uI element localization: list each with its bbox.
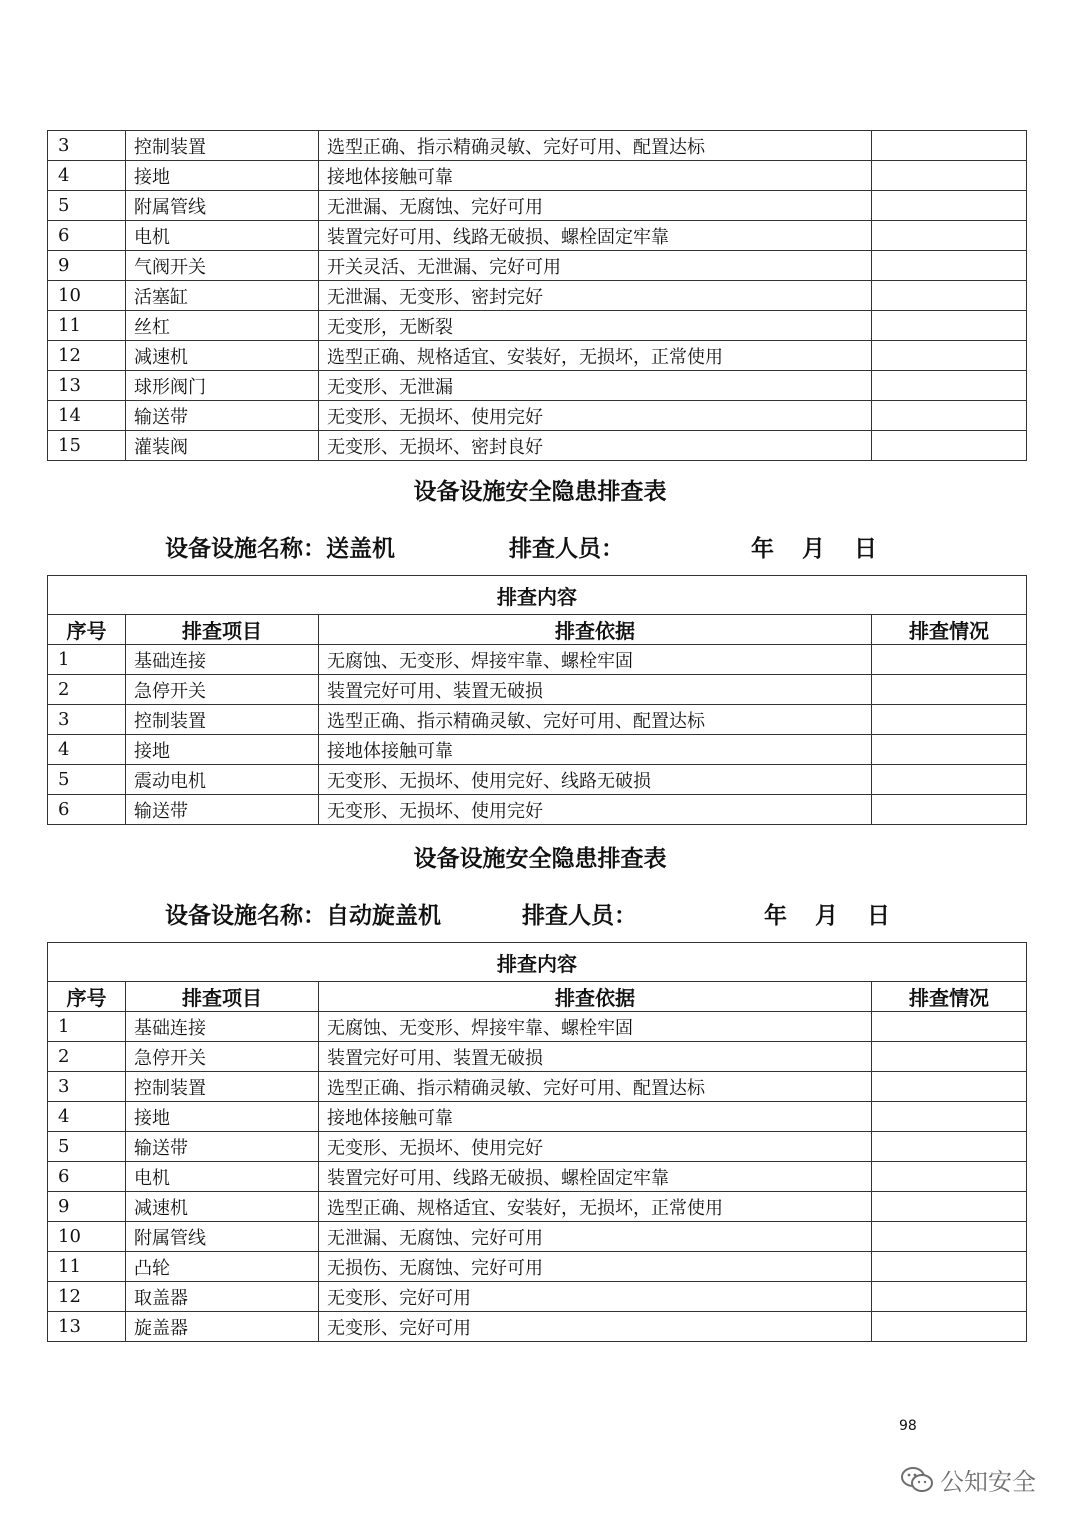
table-row: [48, 191, 1027, 221]
cell-basis: 选型正确、指示精确灵敏、完好可用、配置达标: [319, 131, 872, 161]
table-row: [48, 281, 1027, 311]
cell-no: 15: [48, 431, 126, 461]
table-row: [48, 645, 1027, 675]
cell-item: 电机: [126, 1162, 319, 1192]
cell-basis: 无变形、完好可用: [319, 1312, 872, 1342]
cell-basis: 选型正确、指示精确灵敏、完好可用、配置达标: [319, 1072, 872, 1102]
cell-item: 旋盖器: [126, 1312, 319, 1342]
cell-item: 急停开关: [126, 675, 319, 705]
cell-item: 急停开关: [126, 1042, 319, 1072]
cell-basis: 无泄漏、无变形、密封完好: [319, 281, 872, 311]
cell-basis: 无变形、无损坏、使用完好: [319, 795, 872, 825]
cell-no: 11: [48, 311, 126, 341]
cell-basis: 无变形、完好可用: [319, 1282, 872, 1312]
table-row: [48, 1192, 1027, 1222]
table-row: [48, 251, 1027, 281]
cell-basis: 无变形、无损坏、使用完好、线路无破损: [319, 765, 872, 795]
cell-status: [872, 1282, 1027, 1312]
cell-item: 控制装置: [126, 705, 319, 735]
cell-status: [872, 1042, 1027, 1072]
cell-item: 附属管线: [126, 191, 319, 221]
table-row: [48, 705, 1027, 735]
cell-no: 2: [48, 675, 126, 705]
cell-status: [872, 795, 1027, 825]
cell-status: [872, 1012, 1027, 1042]
watermark-text: 公知安全: [940, 1468, 1036, 1496]
table-row: [48, 311, 1027, 341]
cell-status: [872, 161, 1027, 191]
table-row: [48, 131, 1027, 161]
cell-item: 丝杠: [126, 311, 319, 341]
inspector-label: 排查人员：: [522, 902, 637, 929]
cell-item: 电机: [126, 221, 319, 251]
cell-basis: 选型正确、规格适宜、安装好，无损坏，正常使用: [319, 341, 872, 371]
cell-no: 1: [48, 645, 126, 675]
cell-status: [872, 1252, 1027, 1282]
table-row: [48, 1222, 1027, 1252]
cell-item: 附属管线: [126, 1222, 319, 1252]
table-row: [48, 431, 1027, 461]
table-row: [48, 1282, 1027, 1312]
cell-basis: 无变形，无断裂: [319, 311, 872, 341]
cell-status: [872, 645, 1027, 675]
equipment-name-label: 设备设施名称：送盖机: [165, 535, 395, 562]
cell-no: 1: [48, 1012, 126, 1042]
cell-no: 13: [48, 371, 126, 401]
cell-item: 气阀开关: [126, 251, 319, 281]
cell-item: 震动电机: [126, 765, 319, 795]
header-item: 排查项目: [126, 982, 319, 1012]
cell-basis: 装置完好可用、线路无破损、螺栓固定牢靠: [319, 221, 872, 251]
cell-item: 输送带: [126, 1132, 319, 1162]
cell-no: 11: [48, 1252, 126, 1282]
cell-status: [872, 1072, 1027, 1102]
cell-no: 12: [48, 341, 126, 371]
cell-status: [872, 705, 1027, 735]
cell-item: 凸轮: [126, 1252, 319, 1282]
content-header: 排查内容: [48, 576, 1027, 615]
cell-item: 球形阀门: [126, 371, 319, 401]
cell-status: [872, 675, 1027, 705]
table-row: [48, 221, 1027, 251]
year-label: 年: [751, 535, 774, 562]
table-row: [48, 1012, 1027, 1042]
cell-item: 接地: [126, 735, 319, 765]
cell-no: 9: [48, 1192, 126, 1222]
inspector-label: 排查人员：: [509, 535, 624, 562]
cell-basis: 装置完好可用、装置无破损: [319, 675, 872, 705]
cell-status: [872, 765, 1027, 795]
cell-basis: 接地体接触可靠: [319, 1102, 872, 1132]
year-label: 年: [764, 902, 787, 929]
header-status: 排查情况: [872, 982, 1027, 1012]
cell-basis: 无腐蚀、无变形、焊接牢靠、螺栓牢固: [319, 1012, 872, 1042]
cell-basis: 无变形、无损坏、密封良好: [319, 431, 872, 461]
page-number: 98: [899, 1418, 917, 1434]
table-row: [48, 1162, 1027, 1192]
cell-basis: 无变形、无泄漏: [319, 371, 872, 401]
cell-status: [872, 131, 1027, 161]
month-label: 月: [815, 902, 838, 929]
header-no: 序号: [48, 615, 126, 645]
cell-status: [872, 1312, 1027, 1342]
cell-no: 12: [48, 1282, 126, 1312]
table-row: [48, 675, 1027, 705]
watermark: [900, 1462, 1036, 1497]
inspection-table-continued: [47, 130, 1027, 461]
table-body: [48, 645, 1027, 825]
table-row: [48, 1042, 1027, 1072]
cell-no: 4: [48, 735, 126, 765]
equipment-name-label: 设备设施名称：自动旋盖机: [165, 902, 441, 929]
day-label: 日: [867, 902, 890, 929]
cell-item: 灌装阀: [126, 431, 319, 461]
cell-basis: 选型正确、指示精确灵敏、完好可用、配置达标: [319, 705, 872, 735]
cell-no: 2: [48, 1042, 126, 1072]
cell-item: 接地: [126, 161, 319, 191]
cell-no: 10: [48, 1222, 126, 1252]
cell-item: 接地: [126, 1102, 319, 1132]
table-row: [48, 765, 1027, 795]
cell-status: [872, 401, 1027, 431]
cell-status: [872, 371, 1027, 401]
cell-no: 5: [48, 1132, 126, 1162]
cell-item: 控制装置: [126, 131, 319, 161]
cell-no: 3: [48, 705, 126, 735]
cell-item: 输送带: [126, 795, 319, 825]
cell-no: 6: [48, 1162, 126, 1192]
inspection-table-cap-feeder: [47, 575, 1027, 825]
cell-item: 控制装置: [126, 1072, 319, 1102]
cell-no: 6: [48, 795, 126, 825]
cell-item: 取盖器: [126, 1282, 319, 1312]
header-item: 排查项目: [126, 615, 319, 645]
cell-item: 减速机: [126, 341, 319, 371]
cell-no: 6: [48, 221, 126, 251]
cell-status: [872, 431, 1027, 461]
table-body: [48, 1012, 1027, 1342]
table-row: [48, 795, 1027, 825]
header-status: 排查情况: [872, 615, 1027, 645]
table-row: [48, 341, 1027, 371]
cell-status: [872, 1132, 1027, 1162]
header-basis: 排查依据: [319, 615, 872, 645]
cell-no: 10: [48, 281, 126, 311]
header-basis: 排查依据: [319, 982, 872, 1012]
cell-status: [872, 1162, 1027, 1192]
cell-status: [872, 191, 1027, 221]
cell-no: 5: [48, 765, 126, 795]
table-body: [48, 131, 1027, 461]
cell-basis: 无变形、无损坏、使用完好: [319, 1132, 872, 1162]
cell-status: [872, 221, 1027, 251]
cell-status: [872, 311, 1027, 341]
section-title: 设备设施安全隐患排查表: [413, 478, 667, 505]
content-header: 排查内容: [48, 943, 1027, 982]
cell-no: 3: [48, 1072, 126, 1102]
cell-status: [872, 341, 1027, 371]
cell-item: 活塞缸: [126, 281, 319, 311]
cell-no: 9: [48, 251, 126, 281]
table-row: [48, 371, 1027, 401]
cell-basis: 装置完好可用、线路无破损、螺栓固定牢靠: [319, 1162, 872, 1192]
cell-status: [872, 1102, 1027, 1132]
cell-status: [872, 251, 1027, 281]
cell-no: 5: [48, 191, 126, 221]
cell-basis: 无变形、无损坏、使用完好: [319, 401, 872, 431]
cell-status: [872, 1222, 1027, 1252]
table-row: [48, 1312, 1027, 1342]
table-row: [48, 1132, 1027, 1162]
cell-status: [872, 1192, 1027, 1222]
cell-no: 14: [48, 401, 126, 431]
cell-item: 输送带: [126, 401, 319, 431]
cell-basis: 选型正确、规格适宜、安装好，无损坏，正常使用: [319, 1192, 872, 1222]
cell-status: [872, 281, 1027, 311]
wechat-icon: [900, 1466, 934, 1494]
table-row: [48, 1252, 1027, 1282]
cell-item: 基础连接: [126, 645, 319, 675]
cell-no: 3: [48, 131, 126, 161]
table-row: [48, 401, 1027, 431]
cell-basis: 无腐蚀、无变形、焊接牢靠、螺栓牢固: [319, 645, 872, 675]
cell-basis: 无泄漏、无腐蚀、完好可用: [319, 1222, 872, 1252]
cell-no: 13: [48, 1312, 126, 1342]
table-row: [48, 1072, 1027, 1102]
cell-item: 减速机: [126, 1192, 319, 1222]
section-title: 设备设施安全隐患排查表: [413, 845, 667, 872]
cell-status: [872, 735, 1027, 765]
cell-no: 4: [48, 161, 126, 191]
table-row: [48, 735, 1027, 765]
inspection-table-auto-capper: [47, 942, 1027, 1342]
table-row: [48, 1102, 1027, 1132]
month-label: 月: [802, 535, 825, 562]
cell-basis: 开关灵活、无泄漏、完好可用: [319, 251, 872, 281]
cell-basis: 无泄漏、无腐蚀、完好可用: [319, 191, 872, 221]
cell-basis: 接地体接触可靠: [319, 735, 872, 765]
cell-basis: 接地体接触可靠: [319, 161, 872, 191]
cell-no: 4: [48, 1102, 126, 1132]
cell-basis: 装置完好可用、装置无破损: [319, 1042, 872, 1072]
table-row: [48, 161, 1027, 191]
cell-basis: 无损伤、无腐蚀、完好可用: [319, 1252, 872, 1282]
header-no: 序号: [48, 982, 126, 1012]
day-label: 日: [854, 535, 877, 562]
cell-item: 基础连接: [126, 1012, 319, 1042]
